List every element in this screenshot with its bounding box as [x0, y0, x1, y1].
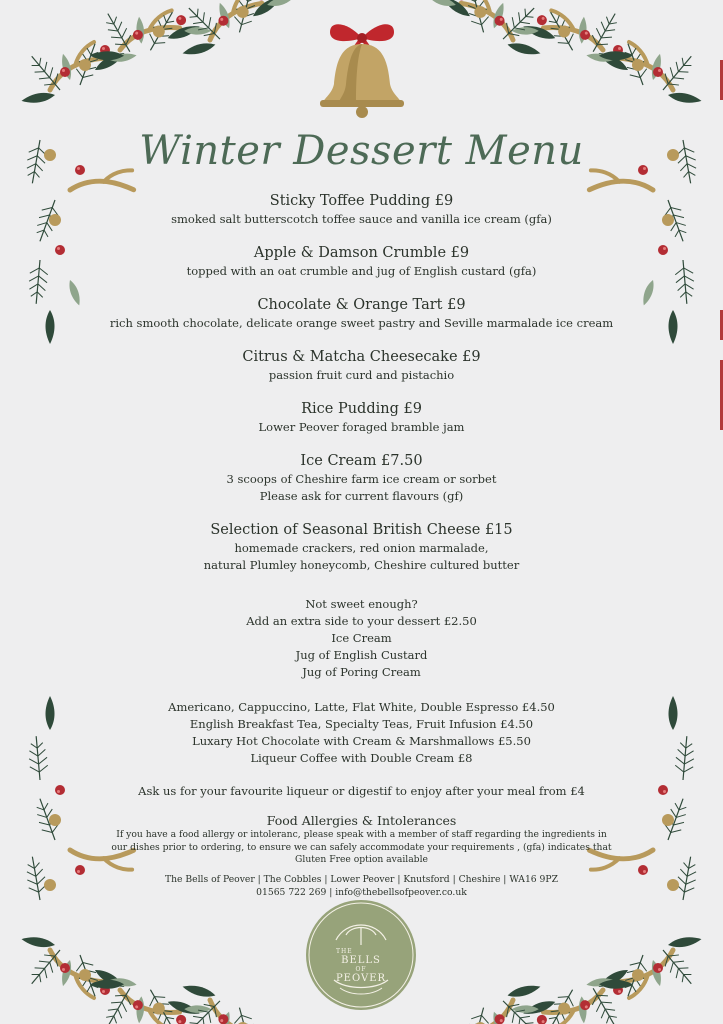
menu-item	[110, 192, 613, 228]
logo-the: THE	[336, 948, 353, 955]
menu-content	[110, 192, 613, 900]
allergy-title: Food Allergies & Intolerances	[266, 813, 457, 828]
drinks-line: Liqueur Coffee with Double Cream £8	[250, 751, 473, 765]
menu-item-desc: topped with an oat crumble and jug of English custard (gfa)	[186, 264, 537, 278]
contact: 01565 722 269 | info@thebellsofpeover.co.uk	[256, 886, 467, 898]
drinks-line: Luxary Hot Chocolate with Cream & Marshmallows £5.50	[192, 734, 531, 748]
address: The Bells of Peover | The Cobbles | Lower Peover | Knutsford | Cheshire | WA16 9PZ	[165, 873, 558, 885]
extras-line: Add an extra side to your dessert £2.50	[246, 614, 477, 628]
allergy-line: Gluten Free option available	[295, 854, 428, 865]
menu-item-name: Selection of Seasonal British Cheese £15	[210, 522, 513, 538]
menu-item	[110, 244, 613, 280]
logo-line: BELLS	[341, 955, 381, 966]
menu-item-desc: smoked salt butterscotch toffee sauce and vanilla ice cream (gfa)	[171, 212, 552, 226]
menu-item	[110, 521, 613, 574]
logo-line: OF	[355, 966, 367, 973]
liqueur-note: Ask us for your favourite liqueur or digestif to enjoy after your meal from £4	[138, 784, 585, 798]
menu-item-desc: natural Plumley honeycomb, Cheshire cultured butter	[203, 558, 520, 572]
extras-section	[110, 596, 613, 681]
drinks-line: English Breakfast Tea, Specialty Teas, Fruit Infusion £4.50	[189, 717, 534, 731]
menu-item-desc: Lower Peover foraged bramble jam	[258, 420, 465, 434]
menu-item-desc: 3 scoops of Cheshire farm ice cream or sorbet	[226, 472, 497, 486]
menu-item-desc: rich smooth chocolate, delicate orange sweet pastry and Seville marmalade ice cream	[109, 316, 614, 330]
menu-item-name: Apple & Damson Crumble £9	[253, 245, 470, 261]
menu-item-name: Chocolate & Orange Tart £9	[257, 297, 466, 313]
drinks-section	[110, 699, 613, 767]
logo-line: PEOVER	[335, 973, 387, 984]
allergy-line: our dishes prior to ordering, to ensure we can safely accommodate your requirements , (gfa) indicates that	[111, 841, 612, 853]
allergy-line: If you have a food allergy or intoleranc, please speak with a member of staff regarding the ingredients in	[116, 829, 607, 840]
menu-title: Winter Dessert Menu	[139, 128, 584, 174]
extras-line: Jug of Poring Cream	[302, 665, 421, 679]
menu-item	[110, 296, 613, 332]
menu-item-name: Ice Cream £7.50	[300, 453, 423, 469]
menu-item	[110, 452, 613, 505]
menu-item-desc: Please ask for current flavours (gf)	[259, 489, 464, 503]
menu-item-name: Citrus & Matcha Cheesecake £9	[242, 349, 481, 365]
extras-line: Not sweet enough?	[305, 597, 418, 611]
menu-item	[110, 400, 613, 436]
menu-item-desc: homemade crackers, red onion marmalade,	[234, 541, 489, 555]
extras-line: Ice Cream	[331, 631, 392, 645]
menu-item-name: Sticky Toffee Pudding £9	[269, 193, 454, 209]
drinks-line: Americano, Cappuccino, Latte, Flat White, Double Espresso £4.50	[168, 700, 555, 714]
logo-text	[306, 948, 416, 984]
menu-item-desc: passion fruit curd and pistachio	[268, 368, 455, 382]
menu-item	[110, 348, 613, 384]
menu-item-name: Rice Pudding £9	[301, 401, 422, 417]
allergy-section	[110, 812, 613, 867]
bells-of-peover-logo	[306, 900, 416, 1010]
extras-line: Jug of English Custard	[295, 648, 428, 662]
